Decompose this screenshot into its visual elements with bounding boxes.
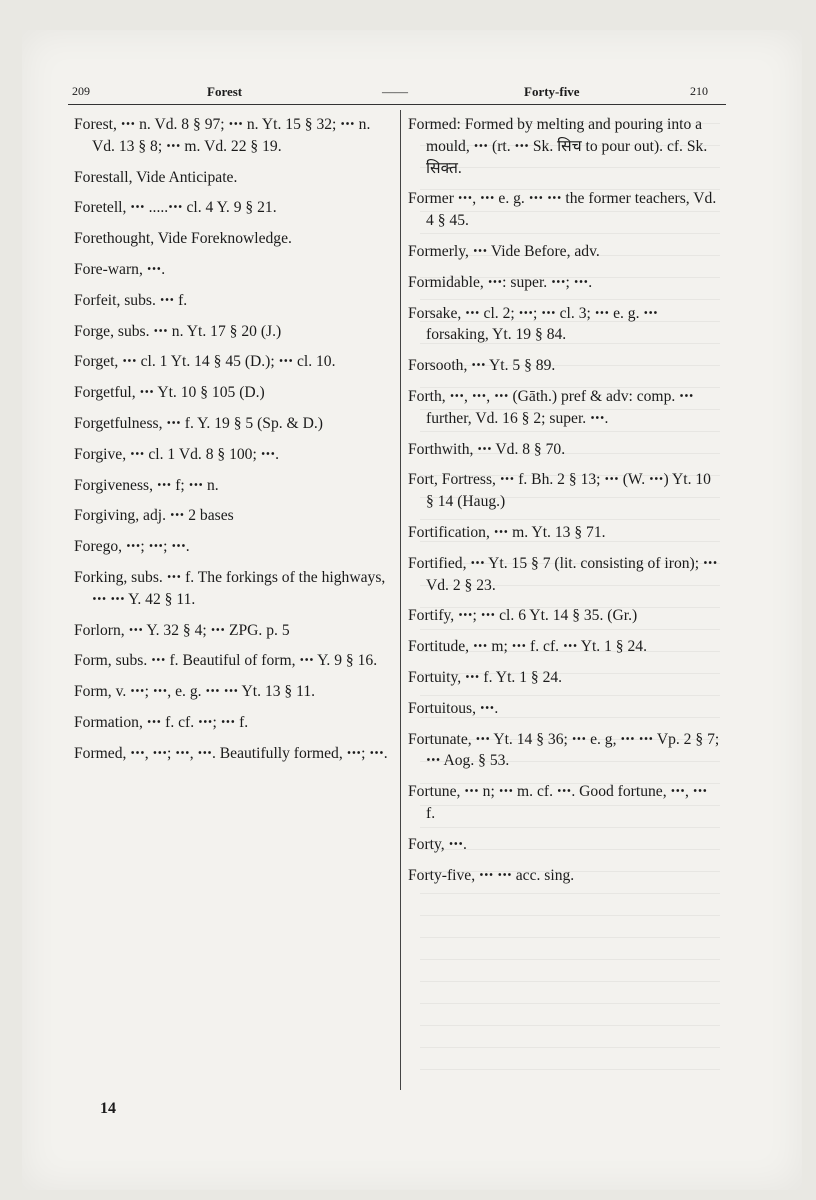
left-column [74,114,392,774]
dictionary-entry: Fore-warn, ꞏꞏꞏ. [74,260,166,278]
dictionary-entry: Fortify, ꞏꞏꞏ; ꞏꞏꞏ cl. 6 Yt. 14 § 35. (Gr.) [408,607,638,625]
left-running-headword: Forest [207,84,243,99]
dictionary-entry: Forgiving, adj. ꞏꞏꞏ 2 bases [74,507,234,525]
dictionary-entry: Formed, ꞏꞏꞏ, ꞏꞏꞏ; ꞏꞏꞏ, ꞏꞏꞏ. Beautifully formed, ꞏꞏꞏ; ꞏꞏꞏ. [74,744,388,762]
dictionary-entry: Forgetfulness, ꞏꞏꞏ f. Y. 19 § 5 (Sp. & D.) [74,414,323,432]
dictionary-entry: Form, v. ꞏꞏꞏ; ꞏꞏꞏ, e. g. ꞏꞏꞏ ꞏꞏꞏ Yt. 13 § 11. [74,683,316,701]
dictionary-entry: Forlorn, ꞏꞏꞏ Y. 32 § 4; ꞏꞏꞏ ZPG. p. 5 [74,621,290,639]
dictionary-entry: Form, subs. ꞏꞏꞏ f. Beautiful of form, ꞏꞏꞏ Y. 9 § 16. [74,652,378,670]
header-dash: —— [382,84,408,99]
dictionary-entry: Formidable, ꞏꞏꞏ: super. ꞏꞏꞏ; ꞏꞏꞏ. [408,273,593,291]
dictionary-entry: Fort, Fortress, ꞏꞏꞏ f. Bh. 2 § 13; ꞏꞏꞏ (W. ꞏꞏꞏ) Yt. 10 § 14 (Haug.) [408,471,711,511]
dictionary-entry: Fortification, ꞏꞏꞏ m. Yt. 13 § 71. [408,523,606,541]
dictionary-entry: Forge, subs. ꞏꞏꞏ n. Yt. 17 § 20 (J.) [74,322,282,340]
dictionary-entry: Fortunate, ꞏꞏꞏ Yt. 14 § 36; ꞏꞏꞏ e. g, ꞏꞏꞏ ꞏꞏꞏ Vp. 2 § 7; ꞏꞏꞏ Aog. § 53. [408,730,720,770]
dictionary-entry: Forethought, Vide Foreknowledge. [74,230,292,248]
left-page-number: 209 [72,84,90,98]
column-divider [400,110,401,1090]
right-running-headword: Forty-five [524,84,580,99]
dictionary-entry: Fortuity, ꞏꞏꞏ f. Yt. 1 § 24. [408,668,563,686]
dictionary-entry: Forgive, ꞏꞏꞏ cl. 1 Vd. 8 § 100; ꞏꞏꞏ. [74,445,280,463]
dictionary-entry: Forest, ꞏꞏꞏ n. Vd. 8 § 97; ꞏꞏꞏ n. Yt. 15 § 32; ꞏꞏꞏ n. Vd. 13 § 8; ꞏꞏꞏ m. Vd. 22 § 19. [74,116,371,155]
dictionary-entry: Forestall, Vide Anticipate. [74,168,238,186]
header-rule [68,104,726,105]
dictionary-entry: Forsake, ꞏꞏꞏ cl. 2; ꞏꞏꞏ; ꞏꞏꞏ cl. 3; ꞏꞏꞏ e. g. ꞏꞏꞏ forsaking, Yt. 19 § 84. [408,304,658,344]
dictionary-entry: Forth, ꞏꞏꞏ, ꞏꞏꞏ, ꞏꞏꞏ (Gāth.) pref & adv: comp. ꞏꞏꞏ further, Vd. 16 § 2; super. ꞏꞏꞏ. [408,387,694,427]
dictionary-entry: Formation, ꞏꞏꞏ f. cf. ꞏꞏꞏ; ꞏꞏꞏ f. [74,713,249,731]
right-page-number: 210 [690,84,708,98]
dictionary-entry: Fortune, ꞏꞏꞏ n; ꞏꞏꞏ m. cf. ꞏꞏꞏ. Good fortune, ꞏꞏꞏ, ꞏꞏꞏ f. [408,783,708,822]
dictionary-entry: Fortuitous, ꞏꞏꞏ. [408,699,499,717]
dictionary-entry: Forego, ꞏꞏꞏ; ꞏꞏꞏ; ꞏꞏꞏ. [74,538,190,556]
dictionary-entry: Former ꞏꞏꞏ, ꞏꞏꞏ e. g. ꞏꞏꞏ ꞏꞏꞏ the former teachers, Vd. 4 § 45. [408,190,717,230]
dictionary-entry: Forget, ꞏꞏꞏ cl. 1 Yt. 14 § 45 (D.); ꞏꞏꞏ cl. 10. [74,353,336,371]
dictionary-entry: Forty, ꞏꞏꞏ. [408,835,467,853]
dictionary-entry: Forfeit, subs. ꞏꞏꞏ f. [74,291,188,309]
running-header [72,84,727,106]
right-column [408,114,720,895]
dictionary-entry: Forgetful, ꞏꞏꞏ Yt. 10 § 105 (D.) [74,384,265,402]
dictionary-entry: Fortified, ꞏꞏꞏ Yt. 15 § 7 (lit. consisting of iron); ꞏꞏꞏ Vd. 2 § 23. [408,554,718,594]
dictionary-entry: Formed: Formed by melting and pouring into a mould, ꞏꞏꞏ (rt. ꞏꞏꞏ Sk. सिच to pour out). cf. Sk. सिक्त. [408,116,708,177]
dictionary-entry: Fortitude, ꞏꞏꞏ m; ꞏꞏꞏ f. cf. ꞏꞏꞏ Yt. 1 § 24. [408,638,647,656]
signature-mark: 14 [100,1100,116,1117]
dictionary-entry: Forking, subs. ꞏꞏꞏ f. The forkings of the highways, ꞏꞏꞏ ꞏꞏꞏ Y. 42 § 11. [74,568,386,608]
dictionary-entry: Forthwith, ꞏꞏꞏ Vd. 8 § 70. [408,440,566,458]
dictionary-entry: Formerly, ꞏꞏꞏ Vide Before, adv. [408,242,600,260]
dictionary-entry: Forgiveness, ꞏꞏꞏ f; ꞏꞏꞏ n. [74,476,219,494]
dictionary-entry: Foretell, ꞏꞏꞏ .....ꞏꞏꞏ cl. 4 Y. 9 § 21. [74,199,277,217]
dictionary-entry: Forsooth, ꞏꞏꞏ Yt. 5 § 89. [408,357,556,375]
dictionary-entry: Forty-five, ꞏꞏꞏ ꞏꞏꞏ acc. sing. [408,866,575,884]
